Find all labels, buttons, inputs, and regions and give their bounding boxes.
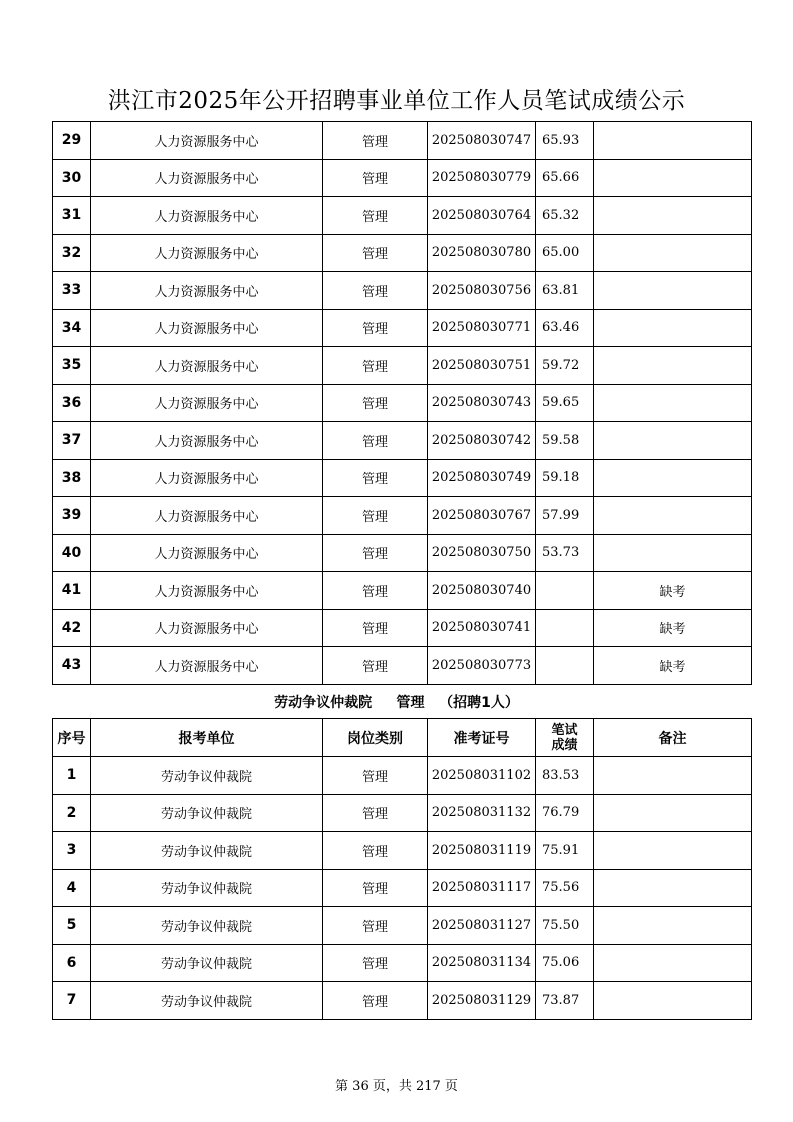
table-row: [53, 422, 752, 460]
cell-score: [536, 647, 594, 685]
cell-score: 65.32: [536, 197, 594, 235]
cell-no: 2: [53, 794, 91, 832]
cell-score: 75.50: [536, 907, 594, 945]
table-row: [53, 122, 752, 160]
cell-score: 65.93: [536, 122, 594, 160]
cell-category: 管理: [323, 907, 428, 945]
table-row: [53, 234, 752, 272]
cell-no: 4: [53, 869, 91, 907]
cell-remark: [594, 384, 752, 422]
table-row: [53, 272, 752, 310]
cell-remark: [594, 982, 752, 1020]
header-remark: 备注: [594, 719, 752, 757]
cell-no: 30: [53, 159, 91, 197]
cell-exam-id: 202508030741: [428, 609, 536, 647]
score-table-labor-arbitration: [52, 718, 752, 1020]
cell-remark: 缺考: [594, 647, 752, 685]
cell-unit: 人力资源服务中心: [91, 122, 323, 160]
cell-exam-id: 202508030742: [428, 422, 536, 460]
cell-category: 管理: [323, 122, 428, 160]
cell-remark: [594, 459, 752, 497]
cell-category: 管理: [323, 869, 428, 907]
cell-no: 42: [53, 609, 91, 647]
table-row: [53, 347, 752, 385]
section-heading-labor-arbitration: 劳动争议仲裁院 管理 （招聘1人）: [274, 695, 519, 711]
header-unit: 报考单位: [91, 719, 323, 757]
cell-category: 管理: [323, 757, 428, 795]
cell-unit: 劳动争议仲裁院: [91, 944, 323, 982]
page-title: 洪江市2025年公开招聘事业单位工作人员笔试成绩公示: [107, 88, 686, 114]
table-row: [53, 309, 752, 347]
page-footer: 第 36 页，共 217 页: [335, 1079, 458, 1094]
cell-category: 管理: [323, 647, 428, 685]
table-row: [53, 907, 752, 945]
cell-no: 31: [53, 197, 91, 235]
header-score-line2: 成绩: [551, 737, 578, 753]
cell-remark: [594, 757, 752, 795]
cell-category: 管理: [323, 832, 428, 870]
cell-score: [536, 572, 594, 610]
cell-category: 管理: [323, 944, 428, 982]
cell-exam-id: 202508031127: [428, 907, 536, 945]
cell-category: 管理: [323, 794, 428, 832]
cell-score: 59.65: [536, 384, 594, 422]
cell-no: 3: [53, 832, 91, 870]
header-no: 序号: [53, 719, 91, 757]
cell-exam-id: 202508030764: [428, 197, 536, 235]
cell-no: 34: [53, 309, 91, 347]
cell-exam-id: 202508030773: [428, 647, 536, 685]
table-row: [53, 944, 752, 982]
table-row: [53, 832, 752, 870]
cell-unit: 劳动争议仲裁院: [91, 907, 323, 945]
score-table-labor-arbitration-body: [53, 757, 752, 1020]
cell-score: 63.46: [536, 309, 594, 347]
cell-category: 管理: [323, 347, 428, 385]
table-header-row: [53, 719, 752, 757]
cell-no: 40: [53, 534, 91, 572]
cell-exam-id: 202508030751: [428, 347, 536, 385]
table-row: [53, 459, 752, 497]
cell-score: 59.18: [536, 459, 594, 497]
cell-unit: 人力资源服务中心: [91, 159, 323, 197]
cell-exam-id: 202508030740: [428, 572, 536, 610]
table-row: [53, 609, 752, 647]
cell-no: 1: [53, 757, 91, 795]
cell-category: 管理: [323, 384, 428, 422]
cell-no: 36: [53, 384, 91, 422]
cell-category: 管理: [323, 534, 428, 572]
cell-category: 管理: [323, 459, 428, 497]
cell-unit: 人力资源服务中心: [91, 197, 323, 235]
cell-remark: [594, 122, 752, 160]
cell-category: 管理: [323, 234, 428, 272]
cell-remark: [594, 497, 752, 535]
cell-category: 管理: [323, 609, 428, 647]
score-table-hr-center-body: [53, 122, 752, 685]
header-category: 岗位类别: [323, 719, 428, 757]
cell-category: 管理: [323, 272, 428, 310]
cell-exam-id: 202508030756: [428, 272, 536, 310]
cell-exam-id: 202508030749: [428, 459, 536, 497]
table-row: [53, 384, 752, 422]
cell-unit: 人力资源服务中心: [91, 234, 323, 272]
table-row: [53, 497, 752, 535]
table-row: [53, 534, 752, 572]
cell-exam-id: 202508031117: [428, 869, 536, 907]
cell-score: 59.58: [536, 422, 594, 460]
cell-remark: [594, 907, 752, 945]
cell-remark: [594, 234, 752, 272]
table-row: [53, 572, 752, 610]
cell-no: 38: [53, 459, 91, 497]
cell-remark: [594, 422, 752, 460]
cell-exam-id: 202508031119: [428, 832, 536, 870]
cell-exam-id: 202508030750: [428, 534, 536, 572]
cell-score: 83.53: [536, 757, 594, 795]
cell-exam-id: 202508030779: [428, 159, 536, 197]
cell-remark: 缺考: [594, 609, 752, 647]
cell-remark: [594, 869, 752, 907]
table-row: [53, 757, 752, 795]
table-row: [53, 647, 752, 685]
cell-score: 75.91: [536, 832, 594, 870]
cell-remark: [594, 197, 752, 235]
cell-unit: 劳动争议仲裁院: [91, 832, 323, 870]
cell-no: 39: [53, 497, 91, 535]
cell-unit: 劳动争议仲裁院: [91, 757, 323, 795]
cell-exam-id: 202508030771: [428, 309, 536, 347]
cell-score: 59.72: [536, 347, 594, 385]
cell-exam-id: 202508030767: [428, 497, 536, 535]
cell-category: 管理: [323, 197, 428, 235]
table-row: [53, 197, 752, 235]
cell-exam-id: 202508031102: [428, 757, 536, 795]
cell-category: 管理: [323, 422, 428, 460]
cell-category: 管理: [323, 982, 428, 1020]
cell-unit: 人力资源服务中心: [91, 459, 323, 497]
cell-remark: [594, 347, 752, 385]
cell-unit: 劳动争议仲裁院: [91, 794, 323, 832]
header-exam-id: 准考证号: [428, 719, 536, 757]
cell-no: 43: [53, 647, 91, 685]
cell-no: 35: [53, 347, 91, 385]
cell-remark: [594, 794, 752, 832]
cell-exam-id: 202508030780: [428, 234, 536, 272]
cell-score: 73.87: [536, 982, 594, 1020]
cell-unit: 人力资源服务中心: [91, 272, 323, 310]
cell-unit: 劳动争议仲裁院: [91, 869, 323, 907]
cell-score: 75.56: [536, 869, 594, 907]
score-table-hr-center: [52, 121, 752, 685]
cell-score: 65.66: [536, 159, 594, 197]
cell-score: 53.73: [536, 534, 594, 572]
cell-score: 65.00: [536, 234, 594, 272]
cell-score: 76.79: [536, 794, 594, 832]
cell-score: 57.99: [536, 497, 594, 535]
cell-unit: 人力资源服务中心: [91, 497, 323, 535]
cell-score: 63.81: [536, 272, 594, 310]
cell-remark: 缺考: [594, 572, 752, 610]
cell-no: 37: [53, 422, 91, 460]
cell-exam-id: 202508031132: [428, 794, 536, 832]
cell-exam-id: 202508031129: [428, 982, 536, 1020]
header-score: [536, 719, 594, 757]
cell-unit: 人力资源服务中心: [91, 422, 323, 460]
cell-no: 33: [53, 272, 91, 310]
cell-no: 41: [53, 572, 91, 610]
cell-score: [536, 609, 594, 647]
cell-remark: [594, 272, 752, 310]
cell-exam-id: 202508031134: [428, 944, 536, 982]
cell-category: 管理: [323, 497, 428, 535]
cell-no: 6: [53, 944, 91, 982]
cell-remark: [594, 534, 752, 572]
cell-unit: 劳动争议仲裁院: [91, 982, 323, 1020]
header-score-line1: 笔试: [551, 722, 578, 738]
cell-category: 管理: [323, 572, 428, 610]
cell-remark: [594, 159, 752, 197]
cell-remark: [594, 832, 752, 870]
cell-unit: 人力资源服务中心: [91, 572, 323, 610]
table-row: [53, 794, 752, 832]
cell-remark: [594, 309, 752, 347]
cell-exam-id: 202508030743: [428, 384, 536, 422]
table-row: [53, 869, 752, 907]
cell-unit: 人力资源服务中心: [91, 609, 323, 647]
cell-unit: 人力资源服务中心: [91, 309, 323, 347]
cell-unit: 人力资源服务中心: [91, 534, 323, 572]
cell-exam-id: 202508030747: [428, 122, 536, 160]
cell-unit: 人力资源服务中心: [91, 647, 323, 685]
cell-unit: 人力资源服务中心: [91, 384, 323, 422]
cell-category: 管理: [323, 159, 428, 197]
cell-no: 7: [53, 982, 91, 1020]
table-row: [53, 159, 752, 197]
cell-score: 75.06: [536, 944, 594, 982]
cell-category: 管理: [323, 309, 428, 347]
cell-unit: 人力资源服务中心: [91, 347, 323, 385]
cell-remark: [594, 944, 752, 982]
cell-no: 32: [53, 234, 91, 272]
table-row: [53, 982, 752, 1020]
cell-no: 5: [53, 907, 91, 945]
cell-no: 29: [53, 122, 91, 160]
